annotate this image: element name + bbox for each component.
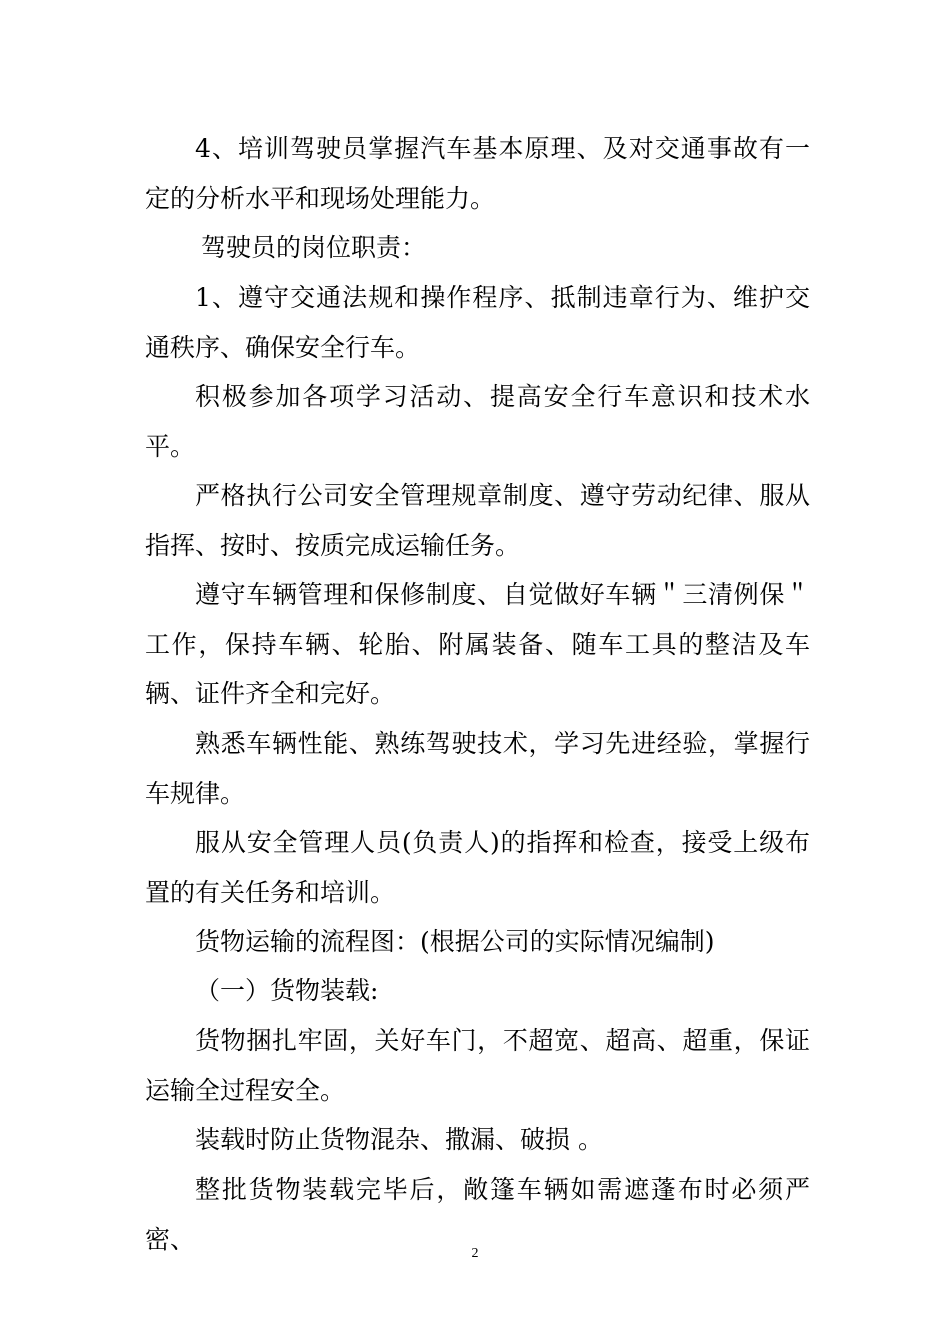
paragraph-duty-1: 1、遵守交通法规和操作程序、抵制违章行为、维护交通秩序、确保安全行车。 <box>145 283 810 362</box>
paragraph-flowchart-title: 货物运输的流程图：(根据公司的实际情况编制) <box>195 927 715 956</box>
paragraph-duty-6: 服从安全管理人员(负责人)的指挥和检查，接受上级布置的有关任务和培训。 <box>145 828 810 907</box>
paragraph-duty-4: 遵守车辆管理和保修制度、自觉做好车辆＂三清例保＂工作，保持车辆、轮胎、附属装备、随车工具的整洁及车辆、证件齐全和完好。 <box>145 580 810 708</box>
paragraph-loading-3: 整批货物装载完毕后，敞篷车辆如需遮蓬布时必须严密、 <box>145 1175 810 1254</box>
paragraph-loading-1: 货物捆扎牢固，关好车门，不超宽、超高、超重，保证运输全过程安全。 <box>145 1026 810 1105</box>
section-heading-cargo-loading: （一）货物装载: <box>195 976 379 1005</box>
section-heading-driver-duties: 驾驶员的岗位职责： <box>201 233 427 262</box>
paragraph-duty-3: 严格执行公司安全管理规章制度、遵守劳动纪律、服从指挥、按时、按质完成运输任务。 <box>145 481 810 560</box>
page-number: 2 <box>471 1246 479 1261</box>
paragraph-training-item-4: 4、培训驾驶员掌握汽车基本原理、及对交通事故有一定的分析水平和现场处理能力。 <box>145 134 810 213</box>
paragraph-duty-5: 熟悉车辆性能、熟练驾驶技术，学习先进经验，掌握行车规律。 <box>145 729 810 808</box>
paragraph-duty-2: 积极参加各项学习活动、提高安全行车意识和技术水平。 <box>145 382 810 461</box>
paragraph-loading-2: 装载时防止货物混杂、撒漏、破损 。 <box>195 1125 603 1154</box>
